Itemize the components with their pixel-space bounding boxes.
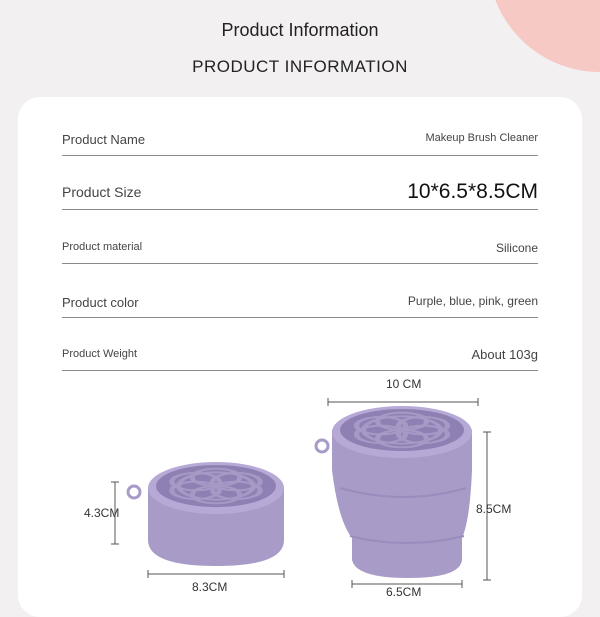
spec-label: Product material — [62, 241, 143, 253]
small-cleaner — [128, 462, 284, 566]
spec-value: Silicone — [495, 241, 538, 255]
spec-value: 10*6.5*8.5CM — [407, 180, 538, 203]
spec-value: About 103g — [471, 347, 538, 362]
dimension-large-bottom: 6.5CM — [386, 585, 422, 599]
dimension-small-height: 4.3CM — [84, 506, 120, 520]
large-cleaner — [316, 406, 472, 578]
dimension-small-width: 8.3CM — [192, 580, 228, 594]
spec-label: Product Size — [62, 184, 142, 200]
spec-label: Product color — [62, 295, 139, 310]
dimension-large-height: 8.5CM — [476, 502, 512, 516]
spec-label: Product Weight — [62, 348, 138, 360]
page-title: Product Information — [221, 20, 379, 40]
spec-label: Product Name — [62, 132, 146, 147]
page-subtitle: PRODUCT INFORMATION — [192, 57, 408, 76]
spec-value: Purple, blue, pink, green — [407, 294, 538, 308]
spec-value: Makeup Brush Cleaner — [425, 132, 538, 144]
dimension-large-top: 10 CM — [386, 377, 422, 391]
